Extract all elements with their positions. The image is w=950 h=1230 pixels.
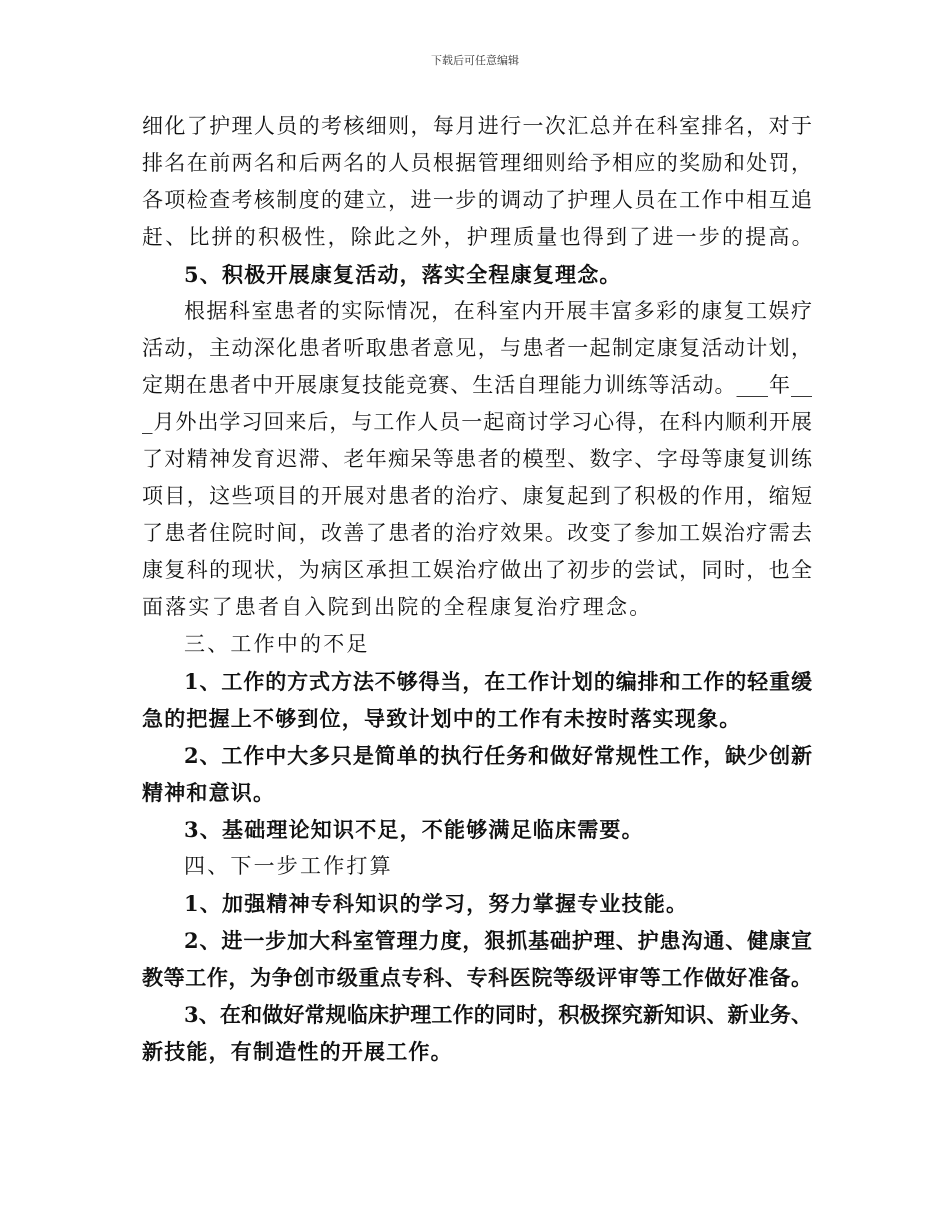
text-line: 定期在患者中开展康复技能竞赛、生活自理能力训练等活动。___年__ <box>142 373 812 397</box>
bold-text-line: 1、工作的方式方法不够得当，在工作计划的编排和工作的轻重缓 <box>184 669 812 694</box>
text-line: 康复科的现状，为病区承担工娱治疗做出了初步的尝试，同时，也全 <box>142 558 812 582</box>
text-line: 赶、比拼的积极性，除此之外，护理质量也得到了进一步的提高。 <box>142 225 815 249</box>
text-line: 活动，主动深化患者听取患者意见，与患者一起制定康复活动计划， <box>142 336 812 360</box>
bold-text-line: 5、积极开展康复活动，落实全程康复理念。 <box>184 262 622 287</box>
bold-text-line: 3、在和做好常规临床护理工作的同时，积极探究新知识、新业务、 <box>184 1002 812 1027</box>
text-line: 三、工作中的不足 <box>184 632 370 656</box>
text-line: 面落实了患者自入院到出院的全程康复治疗理念。 <box>142 595 653 619</box>
text-line: 排名在前两名和后两名的人员根据管理细则给予相应的奖励和处罚， <box>142 151 812 175</box>
text-line: 了对精神发育迟滞、老年痴呆等患者的模型、数字、字母等康复训练 <box>142 447 812 471</box>
bold-text-line: 1、加强精神专科知识的学习，努力掌握专业技能。 <box>184 891 689 916</box>
text-line: 根据科室患者的实际情况，在科室内开展丰富多彩的康复工娱疗 <box>184 299 812 323</box>
bold-text-line: 3、基础理论知识不足，不能够满足临床需要。 <box>184 817 644 842</box>
text-line: 四、下一步工作打算 <box>184 854 393 878</box>
text-line: 项目，这些项目的开展对患者的治疗、康复起到了积极的作用，缩短 <box>142 484 812 508</box>
text-line: 细化了护理人员的考核细则，每月进行一次汇总并在科室排名，对于 <box>142 114 812 138</box>
text-line: 了患者住院时间，改善了患者的治疗效果。改变了参加工娱治疗需去 <box>142 521 812 545</box>
page-header: 下载后可任意编辑 <box>431 54 519 67</box>
document-body <box>142 108 815 1070</box>
bold-text-line: 新技能，有制造性的开展工作。 <box>142 1039 453 1064</box>
bold-text-line: 2、进一步加大科室管理力度，狠抓基础护理、护患沟通、健康宣 <box>184 928 812 953</box>
bold-text-line: 教等工作，为争创市级重点专科、专科医院等级评审等工作做好准备。 <box>142 965 812 990</box>
text-line: _月外出学习回来后，与工作人员一起商讨学习心得，在科内顺利开展 <box>142 410 812 434</box>
bold-text-line: 2、工作中大多只是简单的执行任务和做好常规性工作，缺少创新 <box>184 743 812 768</box>
bold-text-line: 急的把握上不够到位，导致计划中的工作有未按时落实现象。 <box>142 706 742 731</box>
bold-text-line: 精神和意识。 <box>142 780 276 805</box>
text-line: 各项检查考核制度的建立，进一步的调动了护理人员在工作中相互追 <box>142 188 812 212</box>
